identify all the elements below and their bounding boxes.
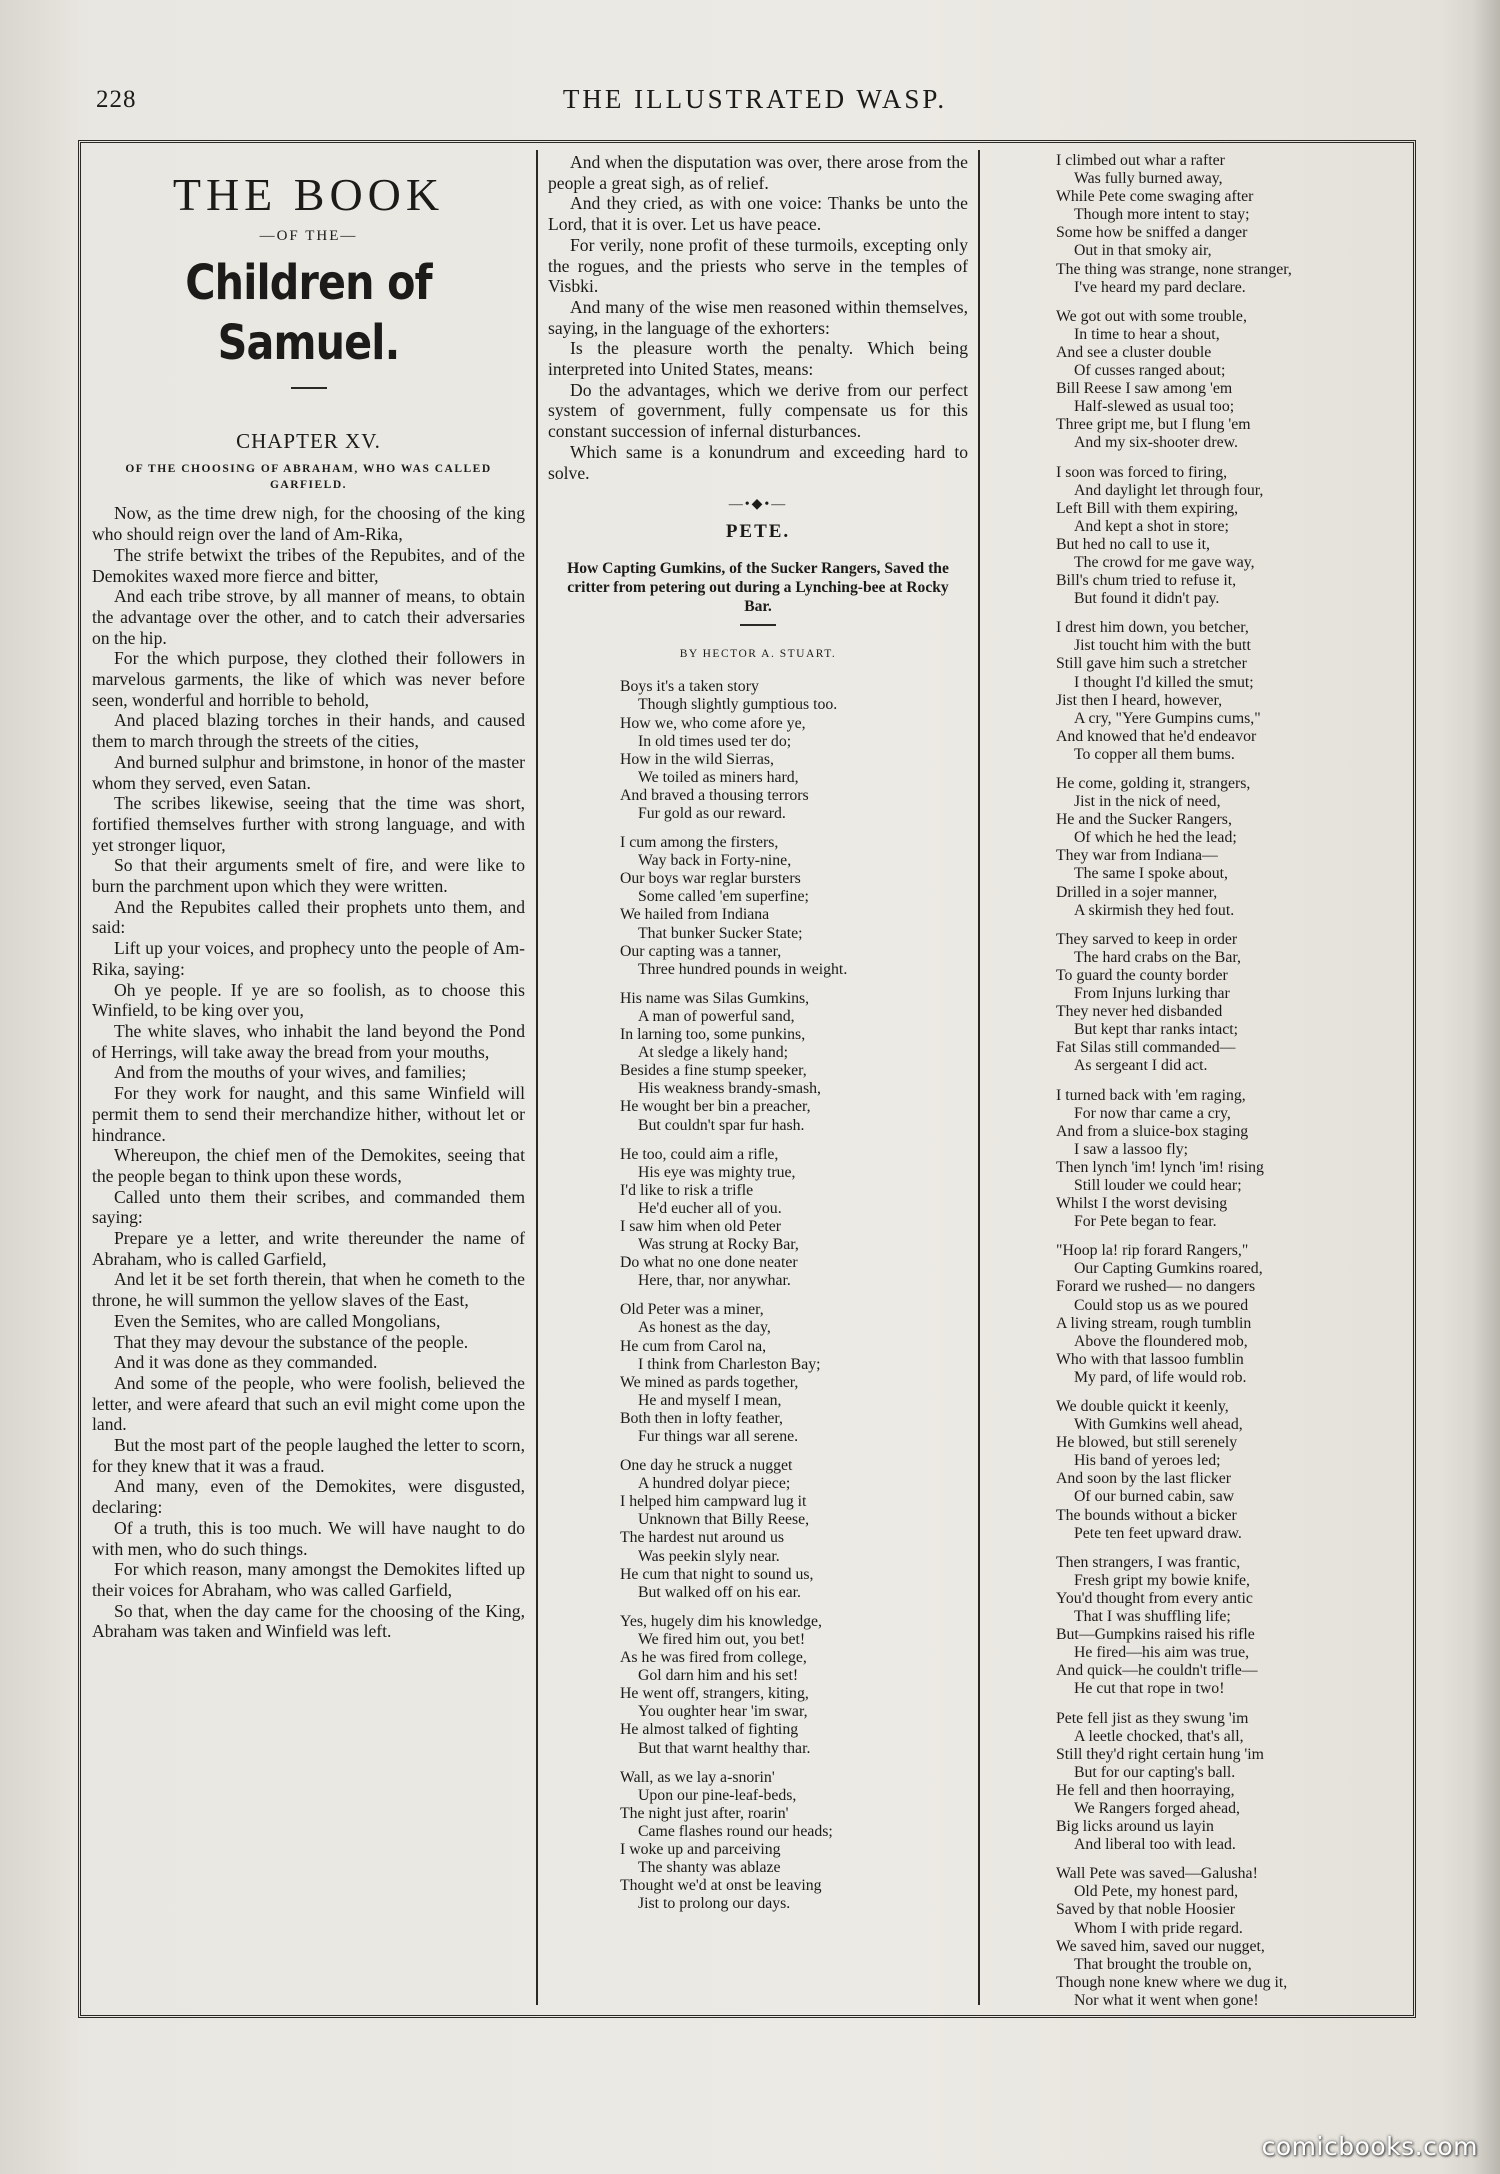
poem-line: And liberal too with lead. [1074,1836,1236,1854]
verse-paragraph: That they may devour the substance of the people. [114,1331,469,1352]
poem-line: And soon by the last flicker [1056,1470,1232,1488]
poem-line: Fur gold as our reward. [638,805,786,823]
verse-paragraph: For verily, none profit of these turmoils, excepting only the rogues, and the priests who serve in the temples of Visbki. [548,234,968,297]
poem-line: With Gumkins well ahead, [1074,1416,1243,1434]
verse-paragraph: The white slaves, who inhabit the land beyond the Pond of Herrings, will take away the bread from your mouths, [92,1020,525,1062]
poem-line: The shanty was ablaze [638,1859,781,1877]
poem-line: Thought we'd at onst be leaving [620,1877,822,1895]
poem-stanza [620,1301,968,1446]
verse-paragraph: Of a truth, this is too much. We will have naught to do with men, who do such things. [92,1517,525,1559]
poem-stanza [620,834,968,979]
running-head [90,84,1420,124]
poem-stanza [620,1769,968,1914]
poem-line: In time to hear a shout, [1074,325,1220,343]
poem-line: Was fully burned away, [1074,170,1223,188]
poem-line: A cry, "Yere Gumpins cums," [1074,709,1261,727]
poem-line: I'd like to risk a trifle [620,1181,754,1199]
poem-line: The same I spoke about, [1074,865,1228,883]
verse-paragraph: Prepare ye a letter, and write thereunder the name of Abraham, who is called Garfield, [92,1228,525,1269]
column-rule-1 [536,150,538,2005]
poem-line: You oughter hear 'im swar, [638,1703,808,1721]
poem-line: Bill's chum tried to refuse it, [1056,572,1237,590]
verse-paragraph: So that their arguments smelt of fire, and were like to burn the parchment upon which they were written. [92,855,525,897]
poem-line: He cum from Carol na, [620,1337,767,1355]
poem-line: I think from Charleston Bay; [638,1355,821,1373]
poem-line: But hed no call to use it, [1056,535,1210,553]
verse-paragraph: Now, as the time drew nigh, for the choosing of the king who should reign over the land of Am-Rika, [92,503,525,545]
poem-line: Wall, as we lay a-snorin' [620,1768,775,1786]
poem-line: From Injuns lurking thar [1074,985,1230,1003]
poem-line: Some how be sniffed a danger [1056,224,1248,242]
poem-line: Whilst I the worst devising [1056,1195,1228,1213]
poem-line: Pete ten feet upward draw. [1074,1524,1242,1542]
poem-line: The thing was strange, none stranger, [1056,260,1292,278]
verse-paragraph: And from the mouths of your wives, and families; [114,1062,467,1083]
poem-line: But walked off on his ear. [638,1583,801,1601]
poem-line: We fired him out, you bet! [638,1630,806,1648]
verse-paragraph: And each tribe strove, by all manner of means, to obtain the advantage over the other, and to catch their adversaries on the hip. [92,586,525,648]
poem-line: And see a cluster double [1056,343,1212,361]
poem-stanza [1056,1554,1408,1699]
verse-paragraph: Whereupon, the chief men of the Demokites, seeing that the people began to think upon these words, [92,1145,525,1186]
poem-line: And braved a thousing terrors [620,786,809,804]
poem-line: The hard crabs on the Bar, [1074,948,1241,966]
poem-stanza [1056,1398,1408,1543]
poem-line: Unknown that Billy Reese, [638,1511,810,1529]
poem-line: To copper all them bums. [1074,745,1235,763]
verse-paragraph: And let it be set forth therein, that when he cometh to the throne, he will summon the yellow slaves of the East, [92,1269,525,1311]
poem-line: His weakness brandy-smash, [638,1080,821,1098]
poem-line: We Rangers forged ahead, [1074,1799,1240,1817]
verse-paragraph: And the Repubites called their prophets unto them, and said: [92,896,525,938]
poem-line: Left Bill with them expiring, [1056,499,1239,517]
poem-line: How we, who come afore ye, [620,714,806,732]
short-divider-rule [740,624,776,626]
poem-line: That bunker Sucker State; [638,924,803,942]
chapter-verses-continued [548,152,968,483]
verse-paragraph: For which reason, many amongst the Demokites lifted up their voices for Abraham, who was called Garfield, [92,1559,525,1600]
poem-line: Half-slewed as usual too; [1074,398,1235,416]
verse-paragraph: And placed blazing torches in their hands, and caused them to march through the streets of the cities, [92,710,525,752]
poem-line: I saw him when old Peter [620,1217,782,1235]
poem-line: He and the Sucker Rangers, [1056,811,1232,829]
poem-line: Three gript me, but I flung 'em [1056,416,1251,434]
poem-line: He almost talked of fighting [620,1721,799,1739]
verse-paragraph: Even the Semites, who are called Mongolians, [114,1310,441,1331]
poem-line: Wall Pete was saved—Galusha! [1056,1865,1258,1883]
poem-line: Our capting was a tanner, [620,942,782,960]
poem-line: He fired—his aim was true, [1074,1644,1250,1662]
poem-line: Still they'd right certain hung 'im [1056,1745,1264,1763]
poem-line: Way back in Forty-nine, [638,852,792,870]
verse-paragraph: And many of the wise men reasoned within themselves, saying, in the language of the exhorters: [548,296,968,338]
poem-stanza [620,1613,968,1758]
poem-line: Was strung at Rocky Bar, [638,1236,799,1254]
poem-line: We mined as pards together, [620,1373,799,1391]
poem-line: One day he struck a nugget [620,1457,793,1475]
verse-paragraph: For the which purpose, they clothed their followers in marvelous garments, the like of which was never before seen, wonderful and horrible to behold, [92,648,525,710]
poem-line: Yes, hugely dim his knowledge, [620,1612,822,1630]
poem-line: Still louder we could hear; [1074,1176,1242,1194]
poem-line: How in the wild Sierras, [620,750,774,768]
poem-line: I thought I'd killed the smut; [1074,673,1254,691]
poem-stanza [1056,931,1408,1076]
poem-line: His eye was mighty true, [638,1163,796,1181]
poem-line: Came flashes round our heads; [638,1822,833,1840]
poem-line: Of cusses ranged about; [1074,362,1226,380]
poem-line: That brought the trouble on, [1074,1955,1252,1973]
poem-line: I helped him campward lug it [620,1493,807,1511]
poem-line: We saved him, saved our nugget, [1056,1937,1265,1955]
poem-line: As he was fired from college, [620,1649,807,1667]
poem-line: Fat Silas still commanded— [1056,1039,1236,1057]
poem-line: Out in that smoky air, [1074,242,1212,260]
section-divider-ornament: —•◆•— [728,497,788,513]
poem-line: But found it didn't pay. [1074,590,1220,608]
poem-line: And from a sluice-box staging [1056,1122,1249,1140]
verse-paragraph: Oh ye people. If ye are so foolish, as to choose this Winfield, to be king over you, [92,979,525,1021]
poem-stanza [1056,152,1408,297]
poem-line: I've heard my pard declare. [1074,278,1246,296]
poem-line: Both then in lofty feather, [620,1409,783,1427]
poem-line: Was peekin slyly near. [638,1547,780,1565]
watermark: comicbooks.com [1261,2132,1478,2161]
poem-line: We hailed from Indiana [620,906,770,924]
poem-line: A man of powerful sand, [638,1007,795,1025]
verse-paragraph: Which same is a konundrum and exceeding hard to solve. [548,441,968,483]
verse-paragraph: For they work for naught, and this same Winfield will permit them to send their merchandize hither, without let or hindrance. [92,1083,525,1145]
verse-paragraph: Lift up your voices, and prophecy unto the people of Am-Rika, saying: [92,938,525,979]
poem-line: He cut that rope in two! [1074,1680,1225,1698]
poem-line: The bounds without a bicker [1056,1506,1237,1524]
chapter-subtitle: OF THE CHOOSING OF ABRAHAM, WHO WAS CALLED GARFIELD. [125,463,492,492]
poem-line: Upon our pine-leaf-beds, [638,1786,797,1804]
poem-line: Jist toucht him with the butt [1074,637,1251,655]
poem-stanza [620,990,968,1135]
verse-paragraph: And they cried, as with one voice: Thanks be unto the Lord, that it is over. Let us have peace. [548,193,968,235]
poem-line: He blowed, but still serenely [1056,1434,1238,1452]
poem-line: His band of yeroes led; [1074,1452,1221,1470]
short-divider-rule [291,387,327,389]
poem-line: His name was Silas Gumkins, [620,989,810,1007]
poem-line: Three hundred pounds in weight. [638,960,848,978]
poem-line: The crowd for me gave way, [1074,553,1255,571]
column-rule-2 [978,150,980,2005]
poem-line: I drest him down, you betcher, [1056,619,1249,637]
poem-line: Besides a fine stump speeker, [620,1062,807,1080]
journal-title: THE ILLUSTRATED WASP. [562,84,948,114]
poem-stanza [620,678,968,823]
poem-line: Drilled in a sojer manner, [1056,883,1218,901]
poem-line: But kept thar ranks intact; [1074,1021,1239,1039]
poem-line: Still gave him such a stretcher [1056,655,1247,673]
poem-line: While Pete come swaging after [1056,188,1254,206]
poem-line: We double quickt it keenly, [1056,1398,1229,1415]
poem-line: Gol darn him and his set! [638,1667,799,1685]
poem-title: PETE. [725,520,791,542]
poem-stanzas-col3 [990,152,1408,2010]
page-number: 228 [96,86,137,113]
poem-line: As sergeant I did act. [1074,1057,1208,1075]
poem-line: Whom I with pride regard. [1074,1919,1243,1937]
poem-line: Some called 'em superfine; [638,888,809,906]
poem-line: Jist to prolong our days. [638,1895,791,1913]
poem-line: They war from Indiana— [1056,847,1218,865]
poem-line: Pete fell jist as they swung 'im [1056,1709,1249,1727]
poem-line: Bill Reese I saw among 'em [1056,380,1233,398]
poem-line: A living stream, rough tumblin [1056,1314,1252,1332]
poem-line: Forard we rushed— no dangers [1056,1278,1256,1296]
poem-line: Fur things war all serene. [638,1428,799,1446]
verse-paragraph: Called unto them their scribes, and commanded them saying: [92,1186,525,1228]
poem-line: Old Peter was a miner, [620,1301,764,1319]
poem-stanza [1056,1865,1408,2010]
verse-paragraph: And some of the people, who were foolish, believed the letter, and were afeard that such an evil might come upon the land. [92,1372,525,1435]
poem-stanza [1056,1710,1408,1855]
poem-stanza [1056,1087,1408,1232]
poem-line: Who with that lassoo fumblin [1056,1350,1244,1368]
poem-line: I saw a lassoo fly; [1074,1140,1189,1158]
poem-line: He cum that night to sound us, [620,1565,814,1583]
poem-line: Though more intent to stay; [1074,206,1250,224]
poem-line: And quick—he couldn't trifle— [1056,1662,1258,1680]
poem-subtitle: How Capting Gumkins, of the Sucker Rangers, Saved the critter from petering out during a Lynching-bee at Rocky Bar. [567,559,949,615]
poem-line: And kept a shot in store; [1074,517,1229,535]
verse-paragraph: And it was done as they commanded. [114,1352,378,1373]
column-2 [548,152,968,1924]
poem-line: Jist in the nick of need, [1074,793,1221,811]
poem-line: And daylight let through four, [1074,481,1264,499]
poem-line: Though none knew where we dug it, [1056,1973,1288,1991]
poem-stanzas-col2 [548,678,968,1913]
verse-paragraph: Do the advantages, which we derive from our perfect system of government, fully compensate us for this constant succession of infernal disturbances. [548,379,968,442]
masthead-children-of-samuel: Children of Samuel. [185,254,432,371]
poem-line: In old times used ter do; [638,732,792,750]
verse-paragraph: The scribes likewise, seeing that the time was short, fortified themselves further with strong language, and with yet stronger liquor, [92,793,525,855]
poem-line: Of our burned cabin, saw [1074,1488,1235,1506]
verse-paragraph: And many, even of the Demokites, were disgusted, declaring: [92,1476,525,1518]
poem-line: A skirmish they hed fout. [1074,901,1235,919]
poem-line: Saved by that noble Hoosier [1056,1901,1235,1919]
poem-line: Old Pete, my honest pard, [1074,1883,1239,1901]
column-1 [92,152,525,1642]
poem-line: We toiled as miners hard, [638,768,799,786]
poem-line: But couldn't spar fur hash. [638,1116,805,1134]
poem-line: Could stop us as we poured [1074,1296,1249,1314]
poem-line: And my six-shooter drew. [1074,434,1238,452]
poem-stanza [1056,464,1408,609]
poem-line: He'd eucher all of you. [638,1199,782,1217]
poem-line: For now thar came a cry, [1074,1104,1231,1122]
poem-line: As honest as the day, [638,1319,771,1337]
poem-line: They never hed disbanded [1056,1003,1223,1021]
poem-line: Do what no one done neater [620,1254,798,1272]
poem-line: In larning too, some punkins, [620,1026,806,1044]
page-edge-shadow [1470,0,1500,2174]
poem-stanza [620,1457,968,1602]
poem-line: He and myself I mean, [638,1391,782,1409]
poem-line: Boys it's a taken story [620,678,759,696]
poem-stanza [1056,619,1408,764]
verse-paragraph: Is the pleasure worth the penalty. Which being interpreted into United States, means: [548,338,968,380]
chapter-verses [92,503,525,1642]
poem-line: We got out with some trouble, [1056,307,1247,325]
poem-line: The hardest nut around us [620,1529,785,1547]
poem-stanza [1056,308,1408,453]
poem-line: At sledge a likely hand; [638,1044,789,1062]
poem-line: I cum among the firsters, [620,834,779,852]
masthead-the-book: THE BOOK [172,169,445,220]
poem-line: Jist then I heard, however, [1056,691,1223,709]
poem-line: He wought ber bin a preacher, [620,1098,811,1116]
poem-line: Nor what it went when gone! [1074,1991,1259,2009]
masthead-of-the: —OF THE— [259,228,358,244]
poem-line: I soon was forced to firing, [1056,463,1228,481]
poem-line: Big licks around us layin [1056,1818,1214,1836]
poem-line: Then strangers, I was frantic, [1056,1553,1241,1571]
poem-stanza [1056,1242,1408,1387]
verse-paragraph: The strife betwixt the tribes of the Repubites, and of the Demokites waxed more fierce and bitter, [92,544,525,586]
poem-line: A leetle chocked, that's all, [1074,1727,1244,1745]
poem-line: Our Capting Gumkins roared, [1074,1260,1263,1278]
poem-line: But that warnt healthy thar. [638,1739,811,1757]
poem-line: The night just after, roarin' [620,1804,789,1822]
poem-line: Here, thar, nor anywhar. [638,1272,791,1290]
column-3 [990,152,1408,2021]
poem-line: Our boys war reglar bursters [620,870,801,888]
poem-line: But for our capting's ball. [1074,1763,1236,1781]
poem-line: You'd thought from every antic [1056,1589,1253,1607]
poem-line: Then lynch 'im! lynch 'im! rising [1056,1158,1264,1176]
poem-line: He went off, strangers, kiting, [620,1685,809,1703]
poem-line: But—Gumpkins raised his rifle [1056,1626,1255,1644]
verse-paragraph: But the most part of the people laughed the letter to scorn, for they knew that it was a fraud. [92,1435,525,1476]
poem-stanza [1056,775,1408,920]
poem-line: Fresh gript my bowie knife, [1074,1571,1250,1589]
poem-line: He too, could aim a rifle, [620,1145,779,1163]
poem-line: Though slightly gumptious too. [638,696,838,714]
chapter-number: CHAPTER XV. [236,428,381,453]
poem-line: I climbed out whar a rafter [1056,152,1225,169]
verse-paragraph: And burned sulphur and brimstone, in honor of the master whom they served, even Satan. [92,751,525,793]
verse-paragraph: And when the disputation was over, there arose from the people a great sigh, as of relief. [548,152,968,193]
poem-line: To guard the county border [1056,966,1228,984]
poem-line: I turned back with 'em raging, [1056,1086,1246,1104]
poem-line: They sarved to keep in order [1056,930,1238,948]
poem-line: He fell and then hoorraying, [1056,1781,1235,1799]
poem-line: A hundred dolyar piece; [638,1475,791,1493]
poem-line: Of which he hed the lead; [1074,829,1237,847]
poem-line: And knowed that he'd endeavor [1056,727,1257,745]
poem-line: Above the floundered mob, [1074,1332,1248,1350]
poem-line: He come, golding it, strangers, [1056,775,1251,792]
poem-line: For Pete began to fear. [1074,1213,1217,1231]
poem-line: "Hoop la! rip forard Rangers," [1056,1242,1249,1260]
poem-line: I woke up and parceiving [620,1840,781,1858]
verse-paragraph: So that, when the day came for the choosing of the King, Abraham was taken and Winfield was left. [92,1600,525,1642]
poem-line: My pard, of life would rob. [1074,1368,1247,1386]
poem-stanza [620,1146,968,1291]
poem-line: That I was shuffling life; [1074,1608,1231,1626]
poem-byline: BY HECTOR A. STUART. [679,647,837,660]
